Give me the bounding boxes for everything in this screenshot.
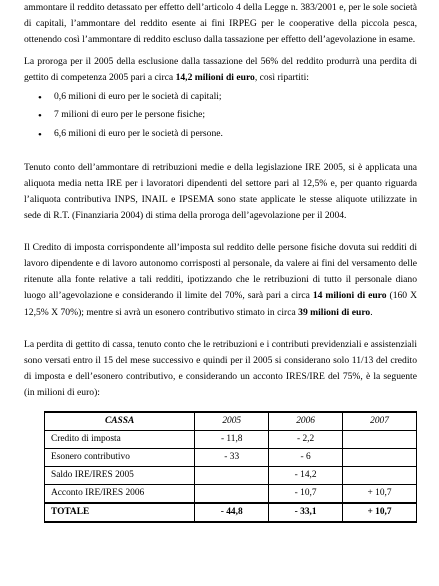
table-cell: Acconto IRE/IRES 2006 <box>45 485 195 504</box>
bullet-item: • 7 milioni di euro per le persone fisiche; <box>38 106 417 125</box>
bullet-item: • 0,6 milioni di euro per le società di capitali; <box>38 88 417 107</box>
table-cell: - 14,2 <box>269 467 343 485</box>
table-header-cell: CASSA <box>45 412 195 431</box>
table-header-cell: 2007 <box>343 412 417 431</box>
table-cell <box>343 431 417 449</box>
paragraph-3: Tenuto conto dell’ammontare di retribuzioni medie e della legislazione IRE 2005, si è applicata una aliquota media netta IRE per i lavoratori dipendenti del settore pari al 12,5% e, per quanto riguarda l’aliquota contributiva INPS, INAIL e IPSEMA sono state applicate le stesse aliquote utilizzate in sede di R.T. (Finanziaria 2004) di stima della proroga dell’agevolazione per il 2004. <box>24 161 417 221</box>
table-cell <box>343 467 417 485</box>
table-header-cell: 2006 <box>269 412 343 431</box>
table-cell: - 6 <box>269 449 343 467</box>
paragraph-4-mid: (160 X 12,5% X 70%); mentre si avrà un esonero contributivo stimato in circa <box>24 290 417 318</box>
paragraph-4-bold-2: 39 milioni di euro <box>298 306 371 318</box>
table-cell: - 33 <box>195 449 269 467</box>
table-header-cell: 2005 <box>195 412 269 431</box>
table-cell: - 11,8 <box>195 431 269 449</box>
paragraph-4-bold-1: 14 milioni di euro <box>312 290 387 302</box>
bullet-item: • 6,6 milioni di euro per le società di persone. <box>38 125 417 144</box>
table-cell: Credito di imposta <box>45 431 195 449</box>
paragraph-4 <box>24 240 417 321</box>
table-row <box>45 467 417 485</box>
bullet-list <box>24 88 417 144</box>
paragraph-2 <box>24 54 417 86</box>
table-cell: + 10,7 <box>343 485 417 504</box>
paragraph-4-text: Il Credito di imposta corrispondente all’imposta sul reddito delle persone fisiche dovuta sui redditi di lavoro dipendente e di lavoro autonomo corrisposti al personale, da valere ai fini del versamento delle ritenute alla fonte relative a tali redditi, ipotizzando che le retribuzioni di tutto il personale diano luogo all’agevolazione e considerando il limite del 70%, sarà pari a circa <box>24 242 417 302</box>
cassa-table <box>44 411 417 523</box>
paragraph-4-tail: . <box>370 306 373 318</box>
table-total-cell: + 10,7 <box>343 503 417 522</box>
paragraph-5: La perdita di gettito di cassa, tenuto conto che le retribuzioni e i contributi previdenziali e assistenziali sono versati entro il 15 del mese successivo e quindi per il 2005 si considerano solo 11/13 del credito di imposta e dell’esonero contributivo, e considerando un acconto IRES/IRE del 75%, è la seguente (in milioni di euro): <box>24 338 417 398</box>
paragraph-2-tail: , così ripartiti: <box>254 72 309 84</box>
table-row <box>45 449 417 467</box>
table-cell: - 2,2 <box>269 431 343 449</box>
table-total-cell: - 44,8 <box>195 503 269 522</box>
table-header-row <box>45 412 417 431</box>
table-total-cell: TOTALE <box>45 503 195 522</box>
table-cell <box>343 449 417 467</box>
table-total-row <box>45 503 417 522</box>
table-cell: Esonero contributivo <box>45 449 195 467</box>
paragraph-2-bold: 14,2 milioni di euro <box>175 72 255 84</box>
table-cell <box>195 485 269 504</box>
table-cell: Saldo IRE/IRES 2005 <box>45 467 195 485</box>
paragraph-2-text: La proroga per il 2005 della esclusione dalla tassazione del 56% del reddito produrrà una perdita di gettito di competenza 2005 pari a circa <box>24 56 417 84</box>
table-cell <box>195 467 269 485</box>
table-row <box>45 431 417 449</box>
paragraph-1: ammontare il reddito detassato per effetto dell’articolo 4 della Legge n. 383/2001 e, per le sole società di capitali, l’ammontare del reddito esente ai fini IRPEG per le cooperative della piccola pesca, ottenendo così l’ammontare di reddito escluso dalla tassazione per effetto dell’agevolazione in esame. <box>24 2 417 46</box>
table-row <box>45 485 417 504</box>
table-cell: - 10,7 <box>269 485 343 504</box>
table-total-cell: - 33,1 <box>269 503 343 522</box>
